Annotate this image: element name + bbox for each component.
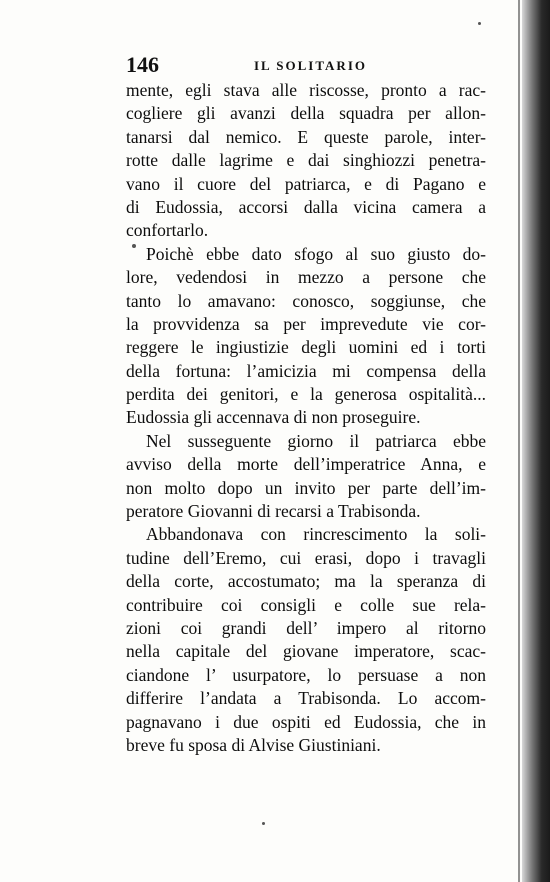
text-line: Eudossia gli accennava di non proseguire. — [126, 407, 421, 428]
text-line: tanto lo amavano: conosco, soggiunse, che — [126, 290, 486, 311]
text-line: nella capitale del giovane imperatore, scac- — [126, 641, 486, 662]
text-line: differire l’andata a Trabisonda. Lo accom- — [126, 688, 486, 709]
text-line: della fortuna: l’amicizia mi compensa della — [126, 360, 486, 381]
text-line: Poichè ebbe dato sfogo al suo giusto do- — [146, 243, 486, 264]
paper-speck — [478, 22, 481, 25]
text-line: rotte dalle lagrime e dai singhiozzi penetra- — [126, 150, 486, 171]
text-line: tudine dell’Eremo, cui erasi, dopo i travagli — [126, 547, 486, 568]
text-line: mente, egli stava alle riscosse, pronto a rac- — [126, 80, 486, 100]
text-line: ciandone l’ usurpatore, lo persuase a non — [126, 664, 486, 685]
text-line: tanarsi dal nemico. E queste parole, inter- — [126, 126, 486, 147]
paper-speck — [132, 244, 136, 248]
text-line: peratore Giovanni di recarsi a Trabisonda. — [126, 501, 421, 522]
text-line: non molto dopo un invito per parte dell’im- — [126, 477, 486, 498]
text-line: breve fu sposa di Alvise Giustiniani. — [126, 734, 381, 755]
text-line: confortarlo. — [126, 220, 209, 241]
text-line: la provvidenza sa per imprevedute vie cor- — [126, 313, 486, 334]
binding-line — [518, 0, 520, 882]
text-line: cogliere gli avanzi della squadra per allon- — [126, 103, 486, 124]
text-line: della corte, accostumato; ma la speranza di — [126, 571, 486, 592]
text-line: Abbandonava con rincrescimento la soli- — [146, 524, 486, 545]
body-text — [126, 79, 486, 757]
page-header — [126, 52, 484, 78]
paper-speck — [262, 822, 265, 825]
running-title: IL SOLITARIO — [254, 58, 367, 73]
text-line: perdita dei genitori, e la generosa ospitalità... — [126, 384, 486, 405]
text-line: pagnavano i due ospiti ed Eudossia, che in — [126, 711, 486, 732]
text-line: di Eudossia, accorsi dalla vicina camera a — [126, 196, 486, 217]
text-line: reggere le ingiustizie degli uomini ed i torti — [126, 337, 486, 358]
text-line: contribuire coi consigli e colle sue rela- — [126, 594, 486, 615]
text-line: Nel susseguente giorno il patriarca ebbe — [146, 430, 486, 451]
text-line: lore, vedendosi in mezzo a persone che — [126, 267, 486, 288]
text-line: zioni coi grandi dell’ impero al ritorno — [126, 617, 486, 638]
page-number: 146 — [126, 52, 159, 77]
text-line: vano il cuore del patriarca, e di Pagano e — [126, 173, 486, 194]
text-line: avviso della morte dell’imperatrice Anna, e — [126, 454, 486, 475]
page-edge-shadow — [522, 0, 550, 882]
